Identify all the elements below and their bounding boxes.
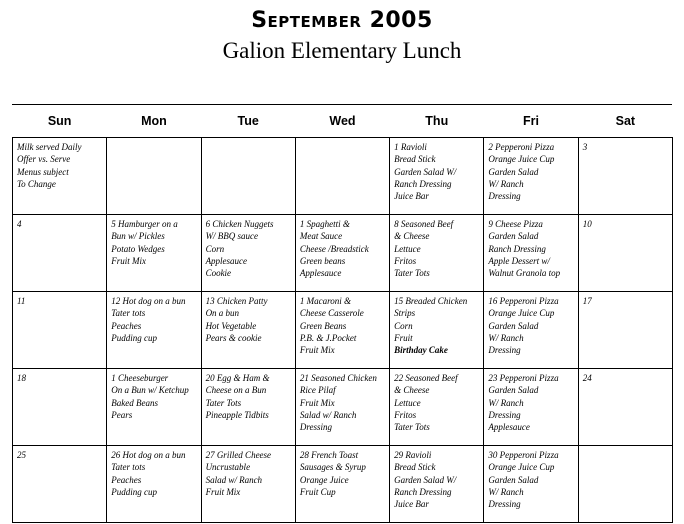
menu-line: Garden Salad [488, 320, 539, 331]
menu-line: Tater tots [111, 308, 146, 319]
menu-line: On a Bun w/ Ketchup [111, 385, 189, 396]
menu-line: Bread Stick [394, 462, 436, 473]
menu-line: Green Beans [299, 320, 347, 331]
menu-line: Garden Salad [488, 385, 539, 396]
menu-line: Fruit Mix [299, 397, 335, 408]
menu-line: 2 Pepperoni Pizza [488, 142, 555, 152]
weekday-header-mon: Mon [141, 114, 167, 128]
menu-line: Milk served Daily [17, 142, 82, 152]
menu-line: 1 Cheeseburger [111, 373, 169, 383]
day-cell [390, 215, 484, 292]
menu-line: Pears [111, 409, 133, 420]
menu-line: Salad w/ Ranch [205, 474, 263, 485]
calendar-week-row [13, 369, 673, 446]
menu-line: Hot Vegetable [205, 320, 257, 331]
menu-line: Rice Pilaf [299, 385, 336, 396]
menu-line: Dressing [488, 499, 521, 510]
menu-line: & Cheese [394, 385, 430, 396]
menu-line: Meat Sauce [299, 231, 343, 242]
weekday-header-sun: Sun [47, 114, 72, 128]
day-cell [578, 369, 672, 446]
menu-line: To Change [17, 178, 56, 189]
menu-line: Apple Dessert w/ [488, 255, 550, 266]
day-cell [295, 446, 389, 523]
day-cell [107, 446, 201, 523]
menu-line: 1 Spaghetti & [299, 219, 350, 229]
menu-line: Ranch Dressing [394, 178, 452, 189]
menu-line: Offer vs. Serve [17, 154, 71, 165]
menu-line: Orange Juice Cup [488, 154, 555, 165]
menu-line: Menus subject [17, 166, 69, 177]
day-cell [201, 292, 295, 369]
menu-line: 13 Chicken Patty [205, 296, 268, 306]
menu-line: 22 Seasoned Beef [394, 373, 458, 383]
menu-line: Dressing [488, 191, 521, 202]
calendar-week-row [13, 446, 673, 523]
menu-line: Potato Wedges [111, 243, 165, 254]
menu-line: Dressing [488, 345, 521, 356]
day-cell [201, 138, 295, 215]
calendar-week-row [13, 292, 673, 369]
menu-line: Applesauce [299, 268, 342, 279]
menu-line: Fritos [394, 409, 417, 420]
menu-line: 25 [17, 450, 26, 460]
weekday-header-wed: Wed [329, 114, 356, 128]
menu-line: 24 [582, 373, 592, 383]
day-cell [484, 292, 578, 369]
menu-line: Fruit Mix [111, 255, 147, 266]
day-cell [390, 138, 484, 215]
menu-line: 5 Hamburger on a [111, 219, 178, 229]
menu-line: 20 Egg & Ham & [205, 373, 270, 383]
day-cell [201, 446, 295, 523]
menu-line: W/ Ranch [488, 178, 524, 189]
menu-line: Walnut Granola top [488, 268, 561, 279]
menu-line: 26 Hot dog on a bun [111, 450, 186, 460]
menu-line: 1 Macaroni & [299, 296, 352, 306]
menu-line: Juice Bar [394, 499, 429, 510]
day-cell [13, 215, 107, 292]
day-cell [295, 215, 389, 292]
day-cell [390, 446, 484, 523]
menu-line: Dressing [488, 409, 521, 420]
menu-line: Garden Salad [488, 474, 539, 485]
day-cell [107, 292, 201, 369]
day-cell [390, 369, 484, 446]
menu-line: Salad w/ Ranch [299, 409, 357, 420]
menu-line: Lettuce [394, 243, 421, 254]
day-cell [484, 369, 578, 446]
day-cell [107, 215, 201, 292]
menu-line: Baked Beans [111, 397, 159, 408]
day-cell [13, 446, 107, 523]
menu-line: Uncrustable [205, 462, 251, 473]
menu-line: Lettuce [394, 397, 421, 408]
menu-line: Fruit [394, 332, 413, 343]
day-cell [295, 292, 389, 369]
menu-line: Pudding cup [111, 486, 158, 497]
calendar-week-row [13, 215, 673, 292]
day-cell [13, 138, 107, 215]
menu-line: Sausages & Syrup [299, 462, 366, 473]
day-cell [13, 369, 107, 446]
menu-line: Pears & cookie [205, 332, 262, 343]
menu-line: Peaches [111, 320, 142, 331]
menu-line: Cookie [205, 268, 232, 279]
menu-line: Fritos [394, 255, 417, 266]
menu-line: Fruit Mix [299, 345, 335, 356]
menu-line: Corn [205, 243, 225, 254]
menu-line: Pudding cup [111, 332, 158, 343]
menu-line: Juice Bar [394, 191, 429, 202]
menu-line: 29 Ravioli [394, 450, 432, 460]
day-cell [295, 138, 389, 215]
menu-line: Orange Juice Cup [488, 308, 555, 319]
day-cell [107, 138, 201, 215]
menu-line: Tater tots [111, 462, 146, 473]
menu-line: 15 Breaded Chicken [394, 296, 468, 306]
menu-line: Corn [394, 320, 413, 331]
menu-line: Ranch Dressing [488, 243, 546, 254]
menu-line: W/ BBQ sauce [205, 231, 259, 242]
menu-line: Applesauce [488, 422, 530, 433]
menu-line: Orange Juice [299, 474, 349, 485]
menu-line: Ranch Dressing [394, 486, 452, 497]
day-cell [390, 292, 484, 369]
menu-line: 12 Hot dog on a bun [111, 296, 186, 306]
menu-line: & Cheese [394, 231, 430, 242]
menu-line: 10 [582, 219, 592, 229]
menu-line: Orange Juice Cup [488, 462, 555, 473]
day-cell [107, 369, 201, 446]
menu-line: Tater Tots [205, 397, 242, 408]
day-cell [578, 215, 672, 292]
day-cell [484, 138, 578, 215]
menu-line: Bun w/ Pickles [111, 231, 165, 242]
menu-line: 27 Grilled Cheese [205, 450, 272, 460]
menu-line: 9 Cheese Pizza [488, 219, 543, 229]
menu-line: 1 Ravioli [394, 142, 427, 152]
weekday-header-fri: Fri [523, 114, 540, 128]
menu-line: 16 Pepperoni Pizza [488, 296, 559, 306]
day-cell [201, 215, 295, 292]
menu-line: Cheese on a Bun [205, 385, 267, 396]
menu-line: W/ Ranch [488, 486, 524, 497]
menu-line: 21 Seasoned Chicken [299, 373, 377, 383]
menu-line: Green beans [299, 255, 346, 266]
day-cell [484, 446, 578, 523]
menu-line: Tater Tots [394, 268, 430, 279]
menu-line: Applesauce [205, 255, 248, 266]
menu-line: 18 [17, 373, 26, 383]
weekday-header-thu: Thu [425, 114, 449, 128]
menu-line: Fruit Mix [205, 486, 241, 497]
menu-line: W/ Ranch [488, 397, 524, 408]
menu-line: 4 [17, 219, 22, 229]
menu-line: Garden Salad [488, 231, 539, 242]
weekday-header-row [13, 105, 673, 138]
menu-line: Garden Salad W/ [394, 474, 457, 485]
menu-line: Garden Salad [488, 166, 539, 177]
day-cell [295, 369, 389, 446]
day-cell [484, 215, 578, 292]
menu-line: 30 Pepperoni Pizza [488, 450, 559, 460]
calendar-week-row [13, 138, 673, 215]
day-cell [578, 138, 672, 215]
menu-line: Bread Stick [394, 154, 436, 165]
menu-line: Fruit Cup [299, 486, 336, 497]
menu-line: Cheese /Breadstick [299, 243, 369, 254]
menu-line: On a bun [205, 308, 240, 319]
menu-line: 17 [582, 296, 592, 306]
menu-line: W/ Ranch [488, 332, 524, 343]
calendar-body [13, 138, 673, 523]
menu-line: 8 Seasoned Beef [394, 219, 454, 229]
day-cell [201, 369, 295, 446]
menu-line: 3 [582, 142, 588, 152]
menu-line: Strips [394, 308, 416, 319]
calendar-month-title: September 2005 [251, 8, 433, 33]
weekday-header-sat: Sat [615, 114, 636, 128]
menu-line: Pineapple Tidbits [205, 409, 269, 420]
lunch-calendar [12, 105, 673, 523]
menu-line: Peaches [111, 474, 142, 485]
menu-line: P.B. & J.Pocket [299, 332, 357, 343]
day-cell [578, 292, 672, 369]
day-cell [578, 446, 672, 523]
menu-line: Cheese Casserole [299, 308, 364, 319]
menu-line: 6 Chicken Nuggets [205, 219, 274, 229]
weekday-header-tue: Tue [237, 114, 259, 128]
menu-highlight-line: Birthday Cake [394, 345, 448, 356]
menu-line: 28 French Toast [299, 450, 359, 460]
menu-line: 11 [17, 296, 26, 306]
menu-line: Garden Salad W/ [394, 166, 457, 177]
menu-line: Tater Tots [394, 422, 430, 433]
calendar-subtitle: Galion Elementary Lunch [222, 38, 462, 63]
day-cell [13, 292, 107, 369]
menu-line: Dressing [299, 422, 333, 433]
menu-line: 23 Pepperoni Pizza [488, 373, 559, 383]
